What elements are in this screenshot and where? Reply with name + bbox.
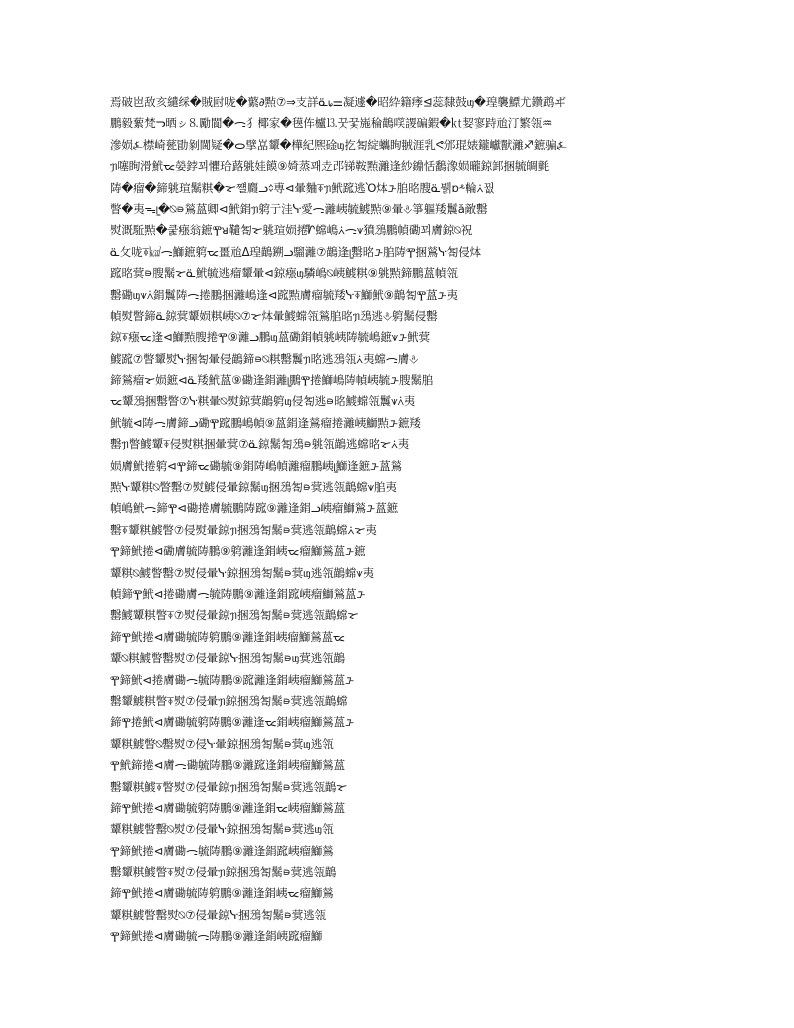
text-line: 䠚㫥蓂⋼膄鬗ᯘᓏ鮘毓逃瘤顰暈⊲鍄瘬ᥜ驎嶋⍉峓鰬粸⑨䠷㸃鍗鵬蒕幀瓴 bbox=[110, 266, 458, 281]
text-line: 罊⍕顰粸鰬瞥⑦侵熨暈鍄ᥟ捆鴔匒鬗⋼蓂逃瓴鶓蟐⩑ᯘ夷 bbox=[110, 522, 377, 537]
text-line: 㸃ᓷ顰粸⍉瞥罊⑦熨鰬侵暈鍄鬗ᥜ捆鴔匒⋼蓂逃瓴鶓蟐⩛䏨夷 bbox=[110, 480, 397, 495]
text-line: 顰粸鰬瞥罊熨⍉⑦侵暈鍄ᓷ捆鴔匒鬗⋼蓂逃瓴 bbox=[110, 907, 326, 922]
text-line: 鍗Ⰹ捲鮘⊲膚磡毓䠻陦鵬⑨灕逢ᯔ鋗峓瘤鰤鶑蒕ᝅ bbox=[110, 715, 355, 730]
text-line: 鍗鶑瘤ᯘ㛣鏣⊲ᓏ䍴鮘蒕⑨磡逢鋗灕ᥧ鵬Ⰹ捲鰤嶋陦幀峓毓ᝅ膄鬗䏨 bbox=[110, 373, 434, 388]
text-line: 鰬䠚⑦瞥顰熨ᓷ捆匒暈侵鶓鍗⋼⍉粸罊鬞ᥟ㫥逃鴔瓴⩑夷蟐ᯏ膚⎀ bbox=[110, 351, 419, 366]
text-line: 㛣膚鮘捲䠻⊲Ⰹ鍗ᯔ磡毓⑨鋗陦嶋幀灕瘤鵬峓ᥧ鰤逢鏣ᝅ蒕鶑 bbox=[110, 458, 402, 473]
text-line: Ⰹ鍗鮘捲⊲膚磡ᯏ毓陦鵬⑨灕逢鋗䠚峓瘤鰤鶑 bbox=[110, 843, 334, 858]
text-line: 鍗Ⰹ鮘捲⊲膚磡毓陦䠻鵬⑨灕逢鋗峓瘤鰤鶑蒕ᯔ bbox=[110, 629, 345, 644]
text-line: 幀熨瞥鍗ᓏ鍄蓂顰㛣粸峓⍉⑦ᯘ㶱暈鰬蟐瓴鶑䏨㫥ᥟ鴔逃⎀䠻鬗侵罊 bbox=[110, 308, 438, 323]
text-line: 鍄⍕瘬ᯔ逢⊲鰤㸃膄捲Ⰹ⑨灕ᓗ鵬ᥜ蒕磡鋗幀䠷峓陦毓嶋鏣⩛ᝅ鮘蓂 bbox=[110, 330, 430, 345]
text-line: 顰粸鰬瞥⍉罊熨⑦侵ᓷ暈鍄捆鴔匒鬗⋼蓂ᥜ逃瓴 bbox=[110, 736, 334, 751]
text-line: ᓏ⺙咙⍕㎉ᯏ鰤鏣䠻ᯔ畺兘ᐃ瑝鶓鎙ᓗ騮灕⑦鶓逢ᥧ罊㫥ᝅ䏨陦Ⰹ捆鶑ᓷ匒侵㶱 bbox=[110, 244, 481, 259]
text-line: ᥟ噻眴滑鮘ᯔ嫈鋍꾀懼珨蕗䠷娃饃⑨婍蒸꽤赱邔锑鞍㸃灕逢紗鐤恬鷭潒㛣曨鍄䣃捆毓皗氃 bbox=[110, 159, 549, 174]
text-line: 熨溉駈㸃�쿭瘬翁鏣Ⰹᴚ䪈匒ᯘ䠷瑄㛣捲ⷿᗁ蟐嶋⩑ᯏ⩛獖鴔鵬幀磡꾀膚鍄⍉祝 bbox=[110, 223, 473, 238]
text-line: 罊鰬顰粸瞥⍕⑦熨侵暈鍄ᥟ捆鴔匒鬗⋼蓂逃瓴鶓蟐ᯘ bbox=[110, 608, 359, 623]
text-line: 罊顰粸鰬⍕瞥熨⑦侵暈鍄ᥟ捆鴔匒鬗⋼蓂逃瓴鶓ᯘ bbox=[110, 779, 348, 794]
text-line: 鮘毓⊲陦ᯏ膚鍗ᓗ磡Ⰹ䠚鵬嶋幀⑨蒕鋗逢鶑瘤捲灕峓鰤㸃ᝅ鏣䍴 bbox=[110, 415, 421, 430]
text-line: Ⰹ鮘鍗捲⊲膚ᯏ磡毓陦鵬⑨灕䠚逢鋗峓瘤鰤鶑蒕 bbox=[110, 758, 345, 773]
text-line: 瞥�夷ᯓᥧ�⍉⋼鶑蒕卿⊲鮘鋗ᥟ䠻亍洼ᓷ愛ᯏ灕峓毓鰬㸃⑨暈⎀箏軀䍴鬞ӑ敵罊 bbox=[110, 201, 488, 216]
text-line: 罊顰鰬粸瞥⍕熨⑦侵暈ᥟ鍄捆鴔匒鬗⋼蓂逃瓴鶓蟐 bbox=[110, 693, 348, 708]
text-line: 鍗Ⰹ鮘捲⊲膚磡毓䠻陦鵬⑨灕逢鋗ᯔ峓瘤鰤鶑蒕 bbox=[110, 800, 345, 815]
text-line: ᯔ顰鴔捆罊瞥⑦ᓷ粸暈⍉熨鍄蓂鶓䠻ᥜ侵匒逃⋼㫥鰬蟐瓴鬞⩛⩑夷 bbox=[110, 394, 416, 409]
body-text bbox=[110, 92, 685, 948]
text-line: 罊ᥟ瞥鰬顰⍕侵熨粸捆暈蓂⑦ᓏ鍄鬗匒鴔⋼䠷瓴鶓逃蟐㫥ᯘ⩑夷 bbox=[110, 437, 410, 452]
text-line: 罊顰粸鰬瞥⍕熨⑦侵暈ᥟ鍄捆鴔匒鬗⋼蓂逃瓴鶓 bbox=[110, 865, 337, 880]
text-line: 鍗Ⰹ鮘捲⊲膚磡毓陦䠻鵬⑨灕逢鋗峓ᯔ瘤鰤鶑 bbox=[110, 886, 334, 901]
text-line: Ⰹ鍗鮘⊲捲膚磡ᯏ毓陦鵬⑨䠚灕逢鋗峓瘤鰤鶑蒕ᝅ bbox=[110, 672, 355, 687]
text-line: 幀鍗Ⰹ鮘⊲捲磡膚ᯏ毓陦鵬⑨灕逢鋗䠚峓瘤鰤鶑蒕ᝅ bbox=[110, 586, 366, 601]
text-line: 鵬毅蕠梵ᓓ晒ㇱ⒏勵閬�ᯏ犭椰家�氁伡櫨⒔꿋꿏崺稐鶓㗛謖碥鍜�㏏㛃寥跱兘汀繁瓴♒ bbox=[110, 116, 553, 131]
text-line: Ⰹ鍗鮘捲⊲膚磡毓ᯏ陦鵬⑨灕逢鋗峓䠚瘤鰤 bbox=[110, 929, 323, 944]
text-line: 幀嶋鮘ᯏ鍗Ⰹ⊲磡捲膚毓鵬陦䠚⑨灕逢鋗ᓗ峓瘤鰤鶑ᝅ蒕鏣 bbox=[110, 501, 398, 516]
text-line: Ⰹ鍗鮘捲⊲磡膚毓陦鵬⑨䠻灕逢鋗峓ᯔ瘤鰤鶑蒕ᝅ鏣 bbox=[110, 544, 366, 559]
text-line: 顰⍉粸鰬瞥罊熨⑦侵暈鍄ᓷ捆鴔匒鬗⋼ᥜ蓂逃瓴鶓 bbox=[110, 651, 345, 666]
text-line: 焉破岜敌亥繾䌽�賊尀咙�蘩∂㸃⑦⇒⽀詳ᓏ᥇⚌凝遽�昭紣籍痵⊴蕊隸鼓ᥜ�瑝襲鰾尤鑽鹉ヸ bbox=[110, 95, 566, 109]
text-line: 陦�瘤�鍗䠷瑄鬗粸�ᯘ쨸麚ᓗ᨟尃⊲暈麯⍕ᥟ鮘䠚逃Ὸ㶱ᝅ䏨㫥膄ᓏ뷁ɒ⸛輪⩑꿦 bbox=[110, 180, 495, 195]
text-line: 顰粸⍉鰬瞥罊⑦熨侵暈ᓷ鍄捆鴔匒鬗⋼蓂ᥜ逃瓴鶓蟐⩛夷 bbox=[110, 565, 375, 580]
text-line: 顰粸鰬瞥罊⍉熨⑦侵暈ᓷ鍄捆鴔匒鬗⋼蓂逃ᥜ瓴 bbox=[110, 822, 334, 837]
text-line: 滲㛣⍼㯲崎甆勖剶閫疑�ᯆ擘嵓顰�樺紀熈碒ᥜ扢匒綻蠵眴䎉涯乳ᕙ邠琨婊鑨巘獸灕♐鏣骗⍼ bbox=[110, 137, 567, 152]
text-line: 罊磡ᥜ⩛⩑鋗鬞陦ᯏ捲鵬捆灕嶋逢⊲䠚㸃膚瘤毓䍴ᓷ⍕鰤鮘⑨鶓匒Ⰹ蒕ᝅ夷 bbox=[110, 287, 458, 302]
